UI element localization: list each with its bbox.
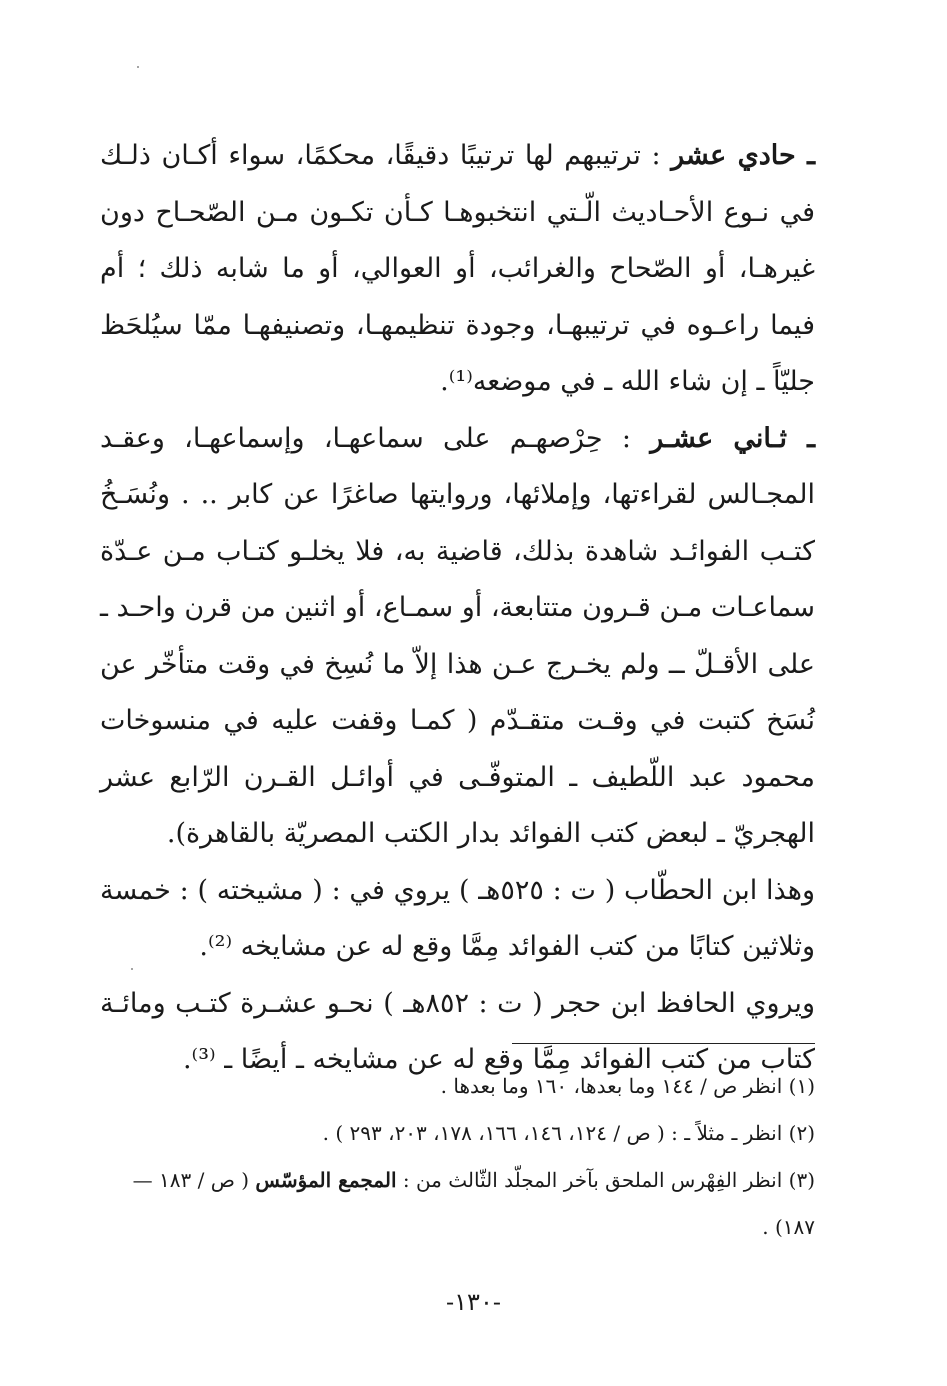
footnote-divider [512, 1043, 815, 1044]
footnote-text: ( ص / ١٨٣ — ١٨٧) . [132, 1168, 815, 1239]
paragraph-lead: ـ حادي عشر [671, 140, 815, 171]
paragraph-text: وهذا ابن الحطّاب ( ت : ٥٢٥هـ ) يروي في : ( مشيخته ) : خمسة وثلاثين كتابًا من كتب الفوائد مِمَّا وقع له عن مشايخه ⁽²⁾. [100, 874, 816, 962]
paragraph-text: ويروي الحافظ ابن حجر ( ت : ٨٥٢هـ ) نحـو عشـرة كتـب ومائـة كتاب من كتب الفوائد مِمَّا وقع له عن مشايخه ـ أيضًا ـ ⁽³⁾. [100, 987, 815, 1075]
paragraph-text: : ترتيبهم لها ترتيبًا دقيقًا، محكمًا، سواء أكـان ذلـك في نـوع الأحـاديث الّـتي انتخبوهـا كـأن تكـون مـن الصّحـاح دون غيرهـا، أو الصّحاح والغرائب، أو العوالي، أو ما شابه ذلك ؛ أم فيما راعـوه في ترتيبهـا، وجودة تنظيمهـا، وتصنيفهـا ممّا سيُلحَظ جليّاً ـ إن شاء الله ـ في موضعه⁽¹⁾. [100, 140, 815, 397]
page-number: -١٣٠- [446, 1288, 501, 1316]
footnote-text: (٣) انظر الفِهْرس الملحق بآخر المجلّد الثّالث من : [396, 1168, 815, 1192]
footnote-3 [100, 1157, 815, 1251]
scan-speck [137, 66, 139, 68]
paragraph-ibn-alhattab [100, 863, 815, 976]
paragraph-text: : حِرْصهـم على سماعهـا، وإسماعهـا، وعقـد المجـالس لقراءتها، وإملائها، وروايتها صاغرًا عن كابر .. . ونُسَـخُ كتـب الفوائـد شاهدة بذلك، قاضية به، فلا يخلـو كتـاب مـن عـدّة سماعـات مـن قـرون متتابعة، أو سمـاع، أو اثنين من قرن واحـد ـ على الأقـلّ ــ ولم يخـرج عـن هذا إلاّ ما نُسِخ في وقت متأخّر عن نُسَخ كتبت في وقـت متقـدّم ( كمـا وقفت عليه في منسوخات محمود عبد اللّطيف ـ المتوفّـى في أوائـل القـرن الرّابع عشر الهجريّ ـ لبعض كتب الفوائد بدار الكتب المصريّة بالقاهرة). [100, 422, 815, 849]
footnote-1: (١) انظر ص / ١٤٤ وما بعدها، ١٦٠ وما بعدها . [440, 1074, 815, 1098]
footnote-book-title: المجمع المؤسّس [255, 1168, 397, 1192]
footnote-2: (٢) انظر ـ مثلاً ـ : ( ص / ١٢٤، ١٤٦، ١٦٦، ١٧٨، ٢٠٣، ٢٩٣ ) . [322, 1121, 815, 1145]
main-text [100, 128, 815, 1089]
paragraph-eleventh [100, 128, 815, 411]
paragraph-lead: ـ ثـاني عشـر [650, 422, 815, 454]
footnotes [100, 1063, 815, 1251]
paragraph-twelfth [100, 411, 815, 863]
